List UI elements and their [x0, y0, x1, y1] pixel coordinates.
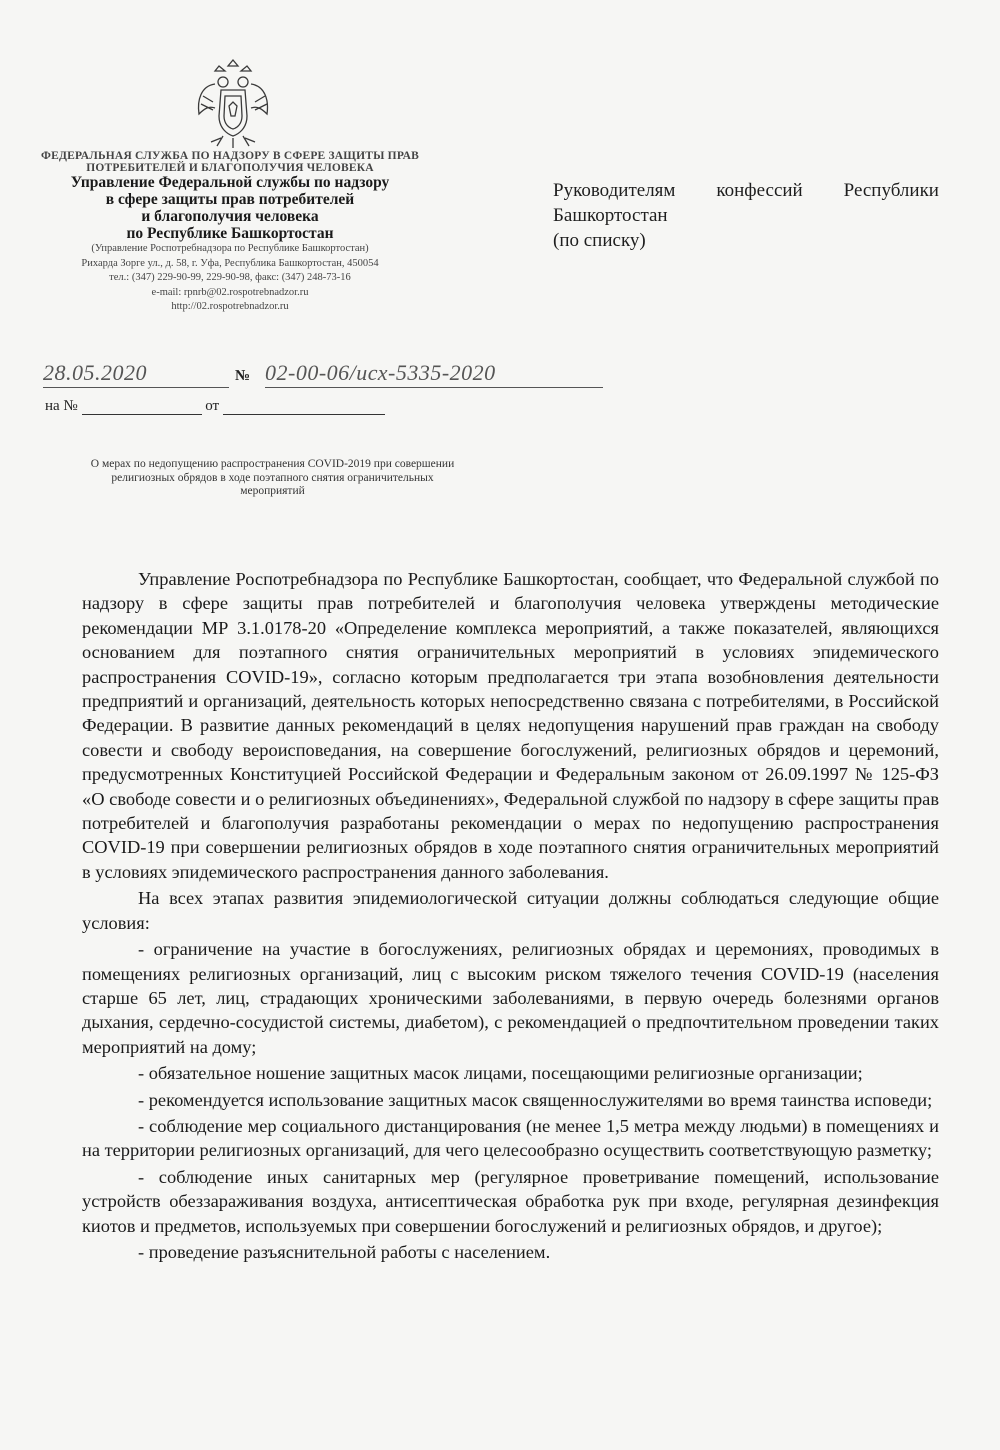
body-paragraph: Управление Роспотребнадзора по Республике Башкортостан, сообщает, что Федеральной службой по надзору в сфере защиты прав потребителей и благополучия человека утверждены методические рекомендации МР 3.1.0178-20 «Определение комплекса мероприятий, а также показателей, являющихся основанием для поэтапного снятия ограничительных мероприятий в условиях эпидемического распространения COVID-19», согласно которым предполагается три этапа возобновления деятельности предприятий и организаций, деятельность которых непосредственно связана с потребителями, в Российской Федерации. В развитие данных рекомендаций в целях недопущения нарушений прав граждан на свободу совести и свободу вероисповедания, на совершение богослужений, религиозных обрядов и церемоний, предусмотренных Конституцией Российской Федерации и Федеральным законом от 26.09.1997 № 125-ФЗ «О свободе совести и о религиозных объединениях», Федеральной службой по надзору в сфере защиты прав потребителей и благополучия разработаны рекомендации о мерах по недопущению распространения COVID-19 при совершении религиозных обрядов в ходе поэтапного снятия ограничительных мероприятий в условиях эпидемического распространения данного заболевания.	[82, 569, 939, 882]
org-website: http://02.rospotrebnadzor.ru	[171, 301, 289, 312]
recipient-line-2: Башкортостан	[553, 205, 668, 226]
recipient-line-1	[553, 178, 939, 203]
recipient-word: Республики	[843, 180, 939, 201]
reference-from: от	[205, 398, 220, 414]
recipient-line-3: (по списку)	[553, 230, 646, 251]
org-line-2: в сфере защиты прав потребителей	[105, 191, 355, 208]
letter-body	[82, 567, 939, 1264]
reference-prefix: на №	[45, 398, 78, 414]
org-line-4: по Республике Башкортостан	[126, 225, 334, 242]
recipient-block	[553, 178, 939, 253]
list-item: - соблюдение мер социального дистанцирования (не менее 1,5 метра между людьми) в помещениях и на территории религиозных организаций, для чего целесообразно осуществить соответствующую разметку;	[82, 1115, 939, 1161]
list-item: - проведение разъяснительной работы с населением.	[138, 1241, 551, 1262]
registration-row	[40, 360, 600, 390]
agency-caps: ФЕДЕРАЛЬНАЯ СЛУЖБА ПО НАДЗОРУ В СФЕРЕ ЗАЩИТЫ ПРАВ ПОТРЕБИТЕЛЕЙ И БЛАГОПОЛУЧИЯ ЧЕЛОВЕКА	[41, 150, 419, 174]
list-item: - обязательное ношение защитных масок лицами, посещающими религиозные организации;	[138, 1063, 863, 1084]
number-sign: №	[235, 368, 251, 384]
sender-block	[40, 150, 420, 315]
letter-subject: О мерах по недопущению распространения COVID-2019 при совершении религиозных обрядов в ходе поэтапного снятия ограничительных мероприятий	[90, 458, 455, 497]
recipient-word: конфессий	[716, 180, 803, 201]
reference-row	[45, 398, 385, 415]
russian-coat-of-arms-icon	[193, 56, 273, 152]
org-email: e-mail: rpnrb@02.rospotrebnadzor.ru	[151, 286, 309, 298]
outgoing-date: 28.05.2020	[43, 360, 229, 388]
org-phone: тел.: (347) 229-90-99, 229-90-98, факс: (347) 248-73-16	[109, 272, 351, 283]
outgoing-number: 02-00-06/исх-5335-2020	[265, 360, 603, 388]
org-short-name: (Управление Роспотребнадзора по Республике Башкортостан)	[91, 243, 369, 254]
body-paragraph: На всех этапах развития эпидемиологической ситуации должны соблюдаться следующие общие условия:	[82, 888, 939, 933]
org-line-1: Управление Федеральной службы по надзору	[70, 174, 390, 191]
org-line-3: и благополучия человека	[141, 208, 319, 225]
list-item: - ограничение на участие в богослужениях, религиозных обрядах и церемониях, проводимых в помещениях религиозных организаций, лиц с высоким риском тяжелого течения COVID-19 (населения старше 65 лет, лиц, страдающих хроническими заболеваниями, в первую очередь болезнями органов дыхания, сердечно-сосудистой системы, диабетом), с рекомендацией о предпочтительном проведении таких мероприятий на дому;	[82, 939, 939, 1057]
list-item: - рекомендуется использование защитных масок священнослужителями во время таинства исповеди;	[138, 1089, 933, 1110]
org-address: Рихарда Зорге ул., д. 58, г. Уфа, Республика Башкортостан, 450054	[81, 257, 379, 269]
list-item: - соблюдение иных санитарных мер (регулярное проветривание помещений, использование устройств обеззараживания воздуха, антисептическая обработка рук при входе, регулярная дезинфекция киотов и предметов, используемых при совершении богослужений и религиозных обрядов, и другое);	[82, 1166, 939, 1236]
reference-date-blank	[223, 400, 385, 415]
reference-number-blank	[82, 400, 202, 415]
recipient-word: Руководителям	[553, 180, 676, 201]
